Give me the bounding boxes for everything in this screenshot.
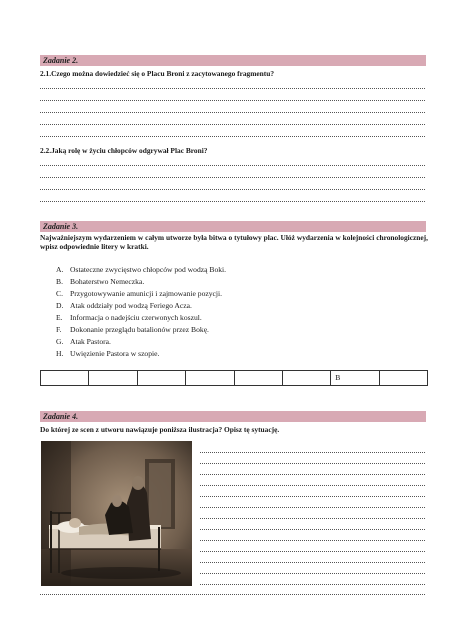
option-item: [56, 348, 159, 360]
answer-line[interactable]: [40, 88, 425, 89]
option-letter: H.: [56, 349, 64, 358]
answer-cell[interactable]: [283, 371, 331, 385]
option-text: Atak Pastora.: [70, 337, 111, 346]
option-text: Uwięzienie Pastora w szopie.: [70, 349, 160, 358]
task2-question-2: 2.2.Jaką rolę w życiu chłopców odgrywał Plac Broni?: [40, 146, 208, 155]
sickbed-illustration: [41, 441, 192, 586]
answer-line[interactable]: [40, 201, 425, 202]
option-letter: E.: [56, 313, 63, 322]
option-text: Bohaterstwo Nemeczka.: [70, 277, 145, 286]
task4-title: Zadanie 4.: [43, 412, 79, 421]
option-letter: A.: [56, 265, 64, 274]
answer-grid: [40, 370, 428, 386]
answer-line[interactable]: [200, 463, 425, 464]
answer-line[interactable]: [200, 540, 425, 541]
answer-cell[interactable]: [89, 371, 137, 385]
answer-line[interactable]: [200, 529, 425, 530]
answer-cell[interactable]: [41, 371, 89, 385]
answer-line[interactable]: [200, 452, 425, 453]
answer-cell[interactable]: B: [331, 371, 379, 385]
answer-line[interactable]: [40, 594, 425, 595]
answer-line[interactable]: [40, 177, 425, 178]
option-item: [56, 336, 111, 348]
option-text: Dokonanie przeglądu batalionów przez Bokę.: [70, 325, 209, 334]
option-item: [56, 324, 209, 336]
option-item: [56, 300, 192, 312]
option-item: [56, 288, 222, 300]
task3-title: Zadanie 3.: [43, 222, 79, 231]
answer-line[interactable]: [200, 562, 425, 563]
task2-header-bar: [40, 55, 426, 66]
answer-line[interactable]: [200, 551, 425, 552]
option-letter: D.: [56, 301, 64, 310]
option-text: Przygotowywanie amunicji i zajmowanie pozycji.: [70, 289, 223, 298]
answer-cell[interactable]: [186, 371, 234, 385]
option-text: Atak oddziały pod wodzą Feriego Acza.: [70, 301, 192, 310]
answer-line[interactable]: [40, 165, 425, 166]
answer-cell[interactable]: [235, 371, 283, 385]
answer-line[interactable]: [200, 496, 425, 497]
task2-title: Zadanie 2.: [43, 56, 79, 65]
task3-instruction: Najważniejszym wydarzeniem w całym utworze była bitwa o tytułowy plac. Ułóż wydarzenia w kolejności chronologicznej, wpisz odpowiednie litery w kratki.: [40, 233, 428, 251]
answer-line[interactable]: [200, 584, 425, 585]
answer-line[interactable]: [40, 112, 425, 113]
answer-cell[interactable]: [138, 371, 186, 385]
task3-header-bar: [40, 221, 426, 232]
option-letter: F.: [56, 325, 62, 334]
answer-line[interactable]: [200, 518, 425, 519]
option-text: Ostateczne zwycięstwo chłopców pod wodzą Boki.: [70, 265, 227, 274]
answer-line[interactable]: [200, 474, 425, 475]
option-letter: C.: [56, 289, 63, 298]
answer-line[interactable]: [40, 124, 425, 125]
answer-cell[interactable]: [380, 371, 427, 385]
option-item: [56, 264, 226, 276]
option-letter: G.: [56, 337, 64, 346]
task2-question-1: 2.1.Czego można dowiedzieć się o Placu Broni z zacytowanego fragmentu?: [40, 69, 275, 78]
answer-line[interactable]: [200, 507, 425, 508]
answer-line[interactable]: [40, 189, 425, 190]
answer-line[interactable]: [40, 100, 425, 101]
task4-question: Do której ze scen z utworu nawiązuje poniższa ilustracja? Opisz tę sytuację.: [40, 425, 280, 434]
option-item: [56, 312, 202, 324]
task4-header-bar: [40, 411, 426, 422]
option-letter: B.: [56, 277, 63, 286]
answer-line[interactable]: [40, 136, 425, 137]
answer-line[interactable]: [200, 485, 425, 486]
option-item: [56, 276, 144, 288]
option-text: Informacja o nadejściu czerwonych koszul.: [70, 313, 202, 322]
answer-line[interactable]: [200, 573, 425, 574]
